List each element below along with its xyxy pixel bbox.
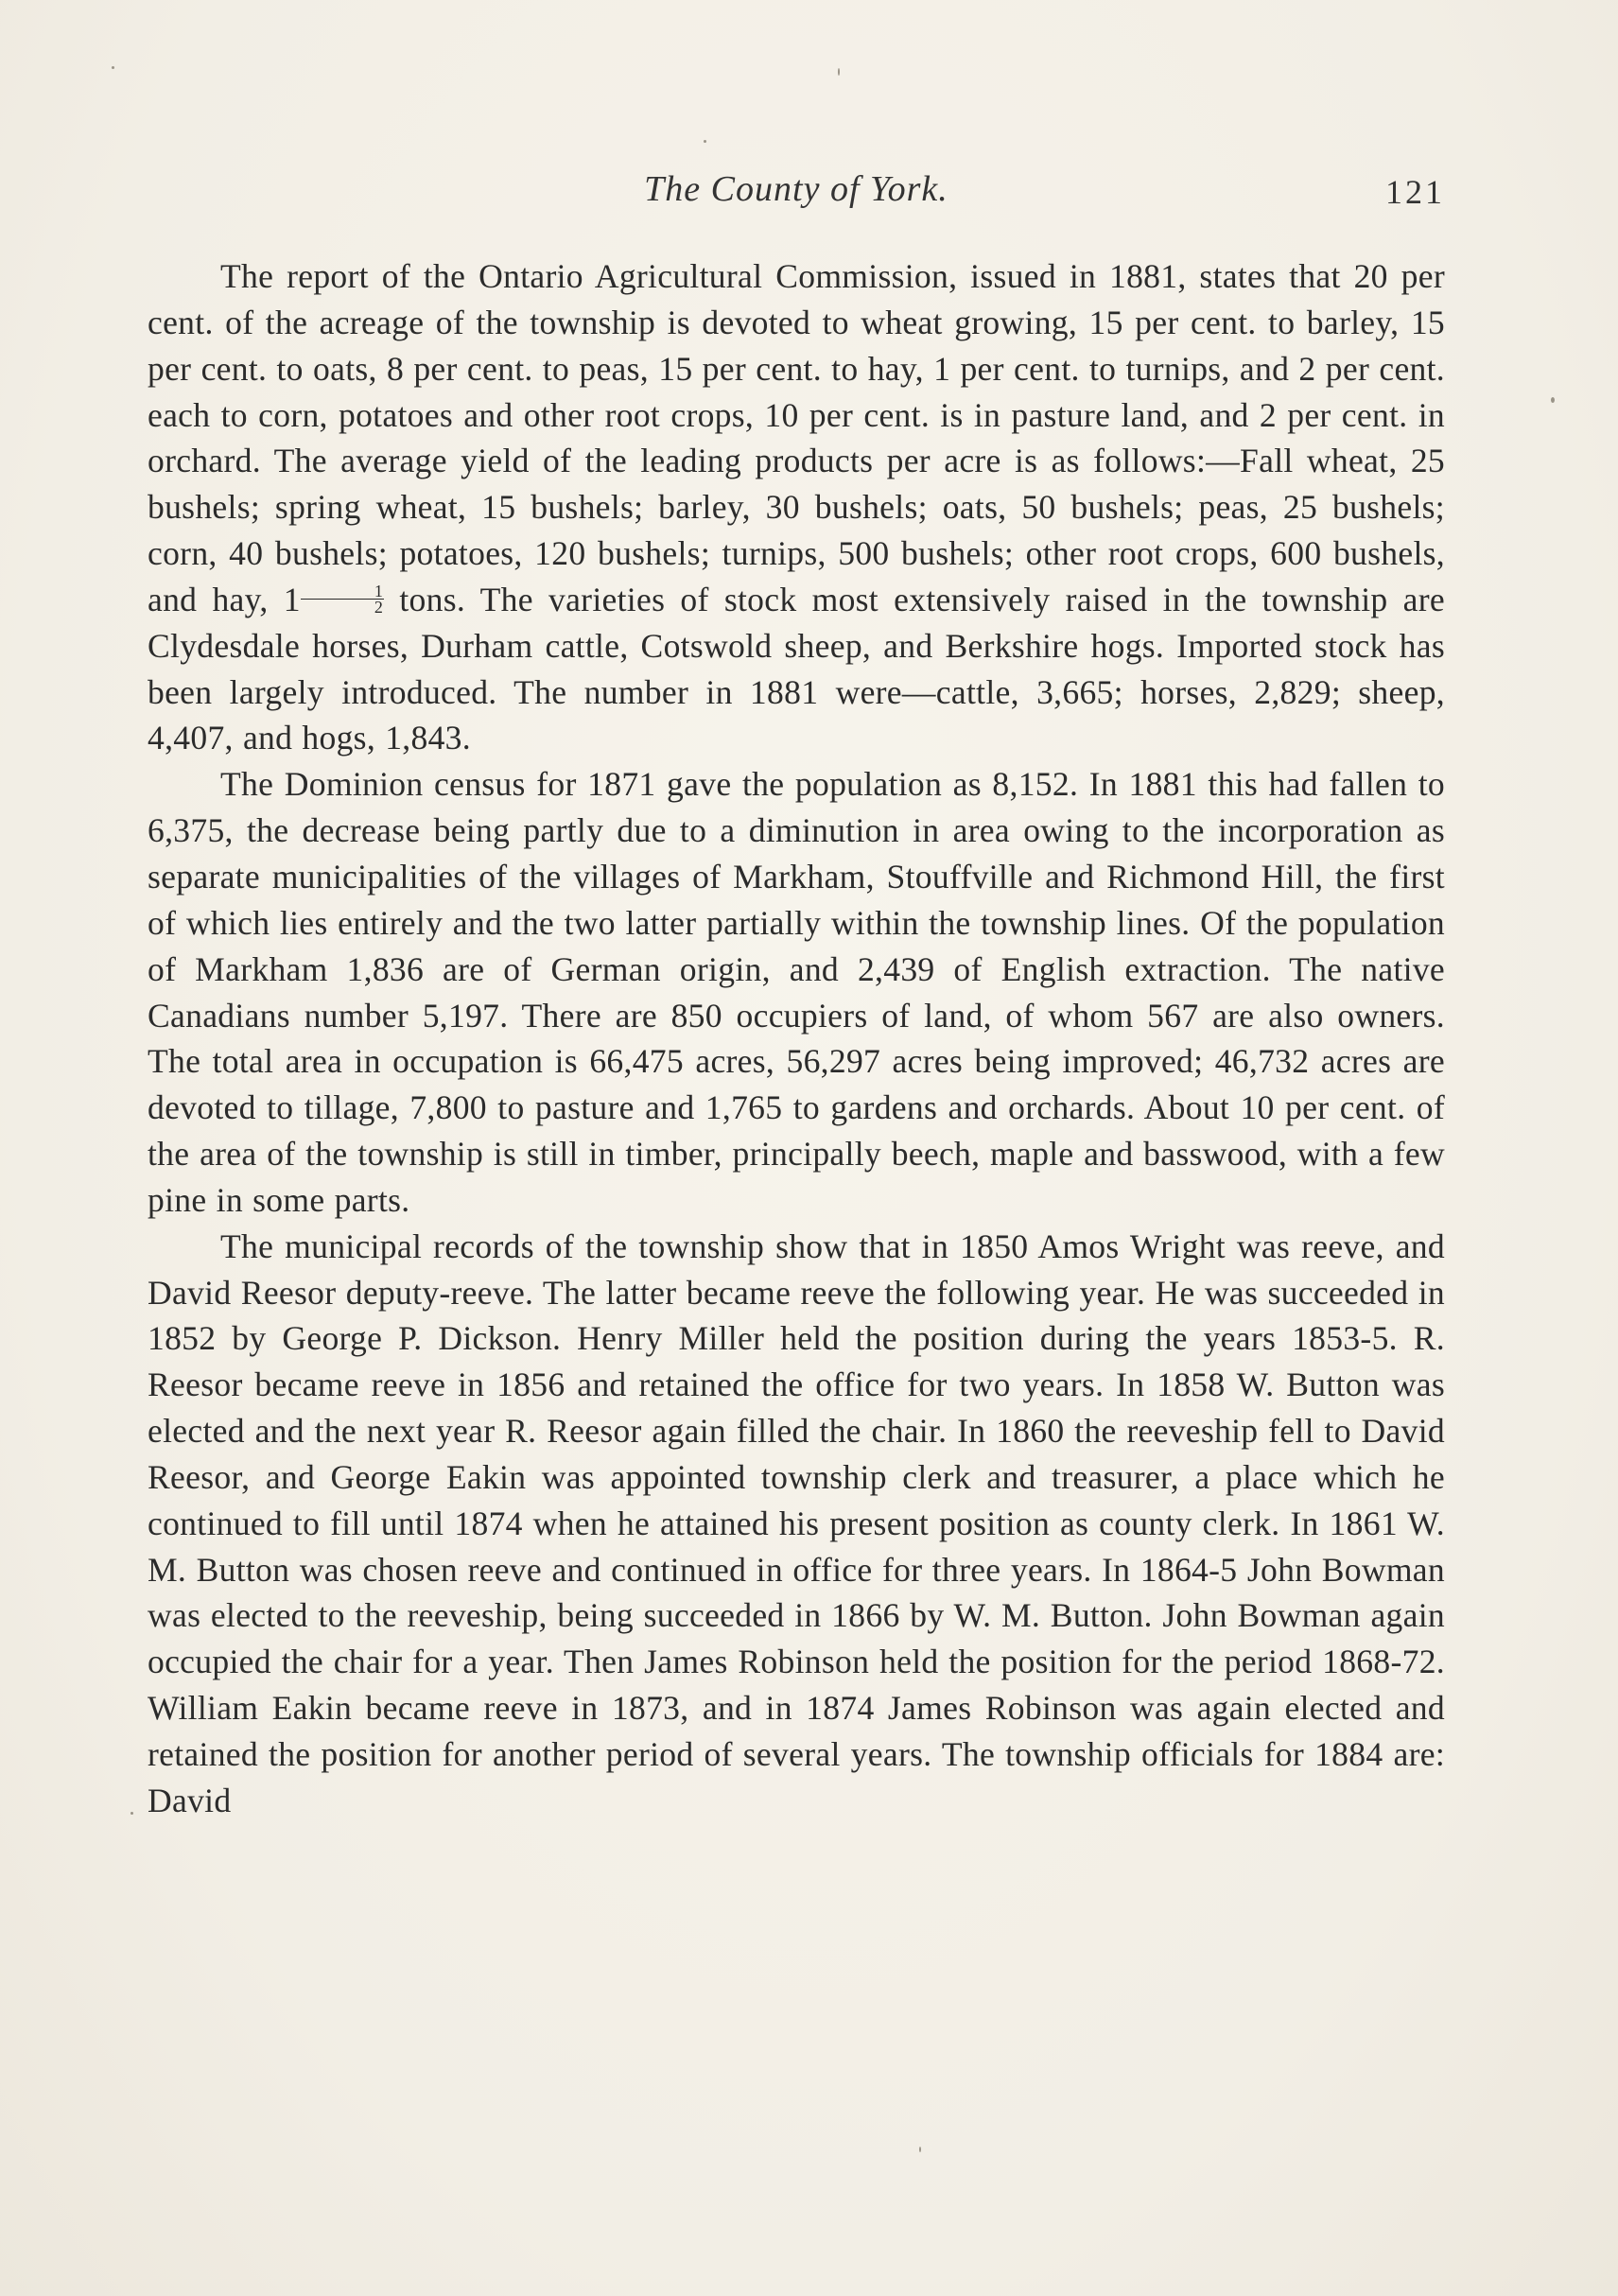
fraction-one-half — [301, 583, 384, 615]
body-text — [148, 253, 1445, 1824]
paper-speck — [704, 140, 706, 143]
paragraph-agriculture — [148, 253, 1445, 761]
paper-speck — [919, 2147, 921, 2152]
paper-speck — [1551, 397, 1555, 403]
fraction-numerator: 1 — [301, 583, 384, 600]
page-title: The County of York. — [644, 169, 948, 209]
paragraph-text: The report of the Ontario Agricultural Commission, issued in 1881, states that 20 per cent. of the acreage of the township is devoted to wheat growing, 15 per cent. to barley, 15 per cent. to oats, 8 per cent. to peas, 15 per cent. to hay, 1 per cent. to turnips, and 2 per cent. each to corn, potatoes and other root crops, 10 per cent. is in pasture land, and 2 per cent. in orchard. The average yield of the leading products per acre is as follows:—Fall wheat, 25 bushels; spring wheat, 15 bushels; barley, 30 bushels; oats, 50 bushels; peas, 25 bushels; corn, 40 bushels; potatoes, 120 bushels; turnips, 500 bushels; other root crops, 600 bushels, and hay, 1 — [148, 257, 1445, 618]
paragraph-population: The Dominion census for 1871 gave the population as 8,152. In 1881 this had fallen to 6,375, the decrease being partly due to a diminution in area owing to the incorporation as separate municipalities of the villages of Markham, Stouffville and Richmond Hill, the first of which lies entirely and the two latter partially within the township lines. Of the population of Markham 1,836 are of German origin, and 2,439 of English extraction. The native Canadians number 5,197. There are 850 occupiers of land, of whom 567 are also owners. The total area in occupation is 66,475 acres, 56,297 acres being improved; 46,732 acres are devoted to tillage, 7,800 to pasture and 1,765 to gardens and orchards. About 10 per cent. of the area of the township is still in timber, principally beech, maple and basswood, with a few pine in some parts. — [148, 765, 1445, 1219]
paper-speck — [838, 68, 840, 76]
fraction-denominator: 2 — [374, 598, 384, 617]
paper-speck — [112, 66, 114, 69]
page-number: 121 — [1385, 173, 1445, 211]
paragraph-municipal-records: The municipal records of the township show that in 1850 Amos Wright was reeve, and David Reesor deputy-reeve. The latter became reeve the following year. He was succeeded in 1852 by George P. Dickson. Henry Miller held the position during the years 1853-5. R. Reesor became reeve in 1856 and retained the office for two years. In 1858 W. Button was elected and the next year R. Reesor again filled the chair. In 1860 the reeveship fell to David Reesor, and George Eakin was appointed township clerk and treasurer, a place which he continued to fill until 1874 when he attained his present position as county clerk. In 1861 W. M. Button was chosen reeve and continued in office for three years. In 1864-5 John Bowman was elected to the reeveship, being succeeded in 1866 by W. M. Button. John Bowman again occupied the chair for a year. Then James Robinson held the position for the period 1868-72. William Eakin became reeve in 1873, and in 1874 James Robinson was again elected and retained the position for another period of several years. The township officials for 1884 are: David — [148, 1226, 1445, 1819]
paragraph-text: tons. The varieties of stock most extensively raised in the township are Clydesdale horses, Durham cattle, Cotswold sheep, and Berkshire hogs. Imported stock has been largely introduced. The number in 1881 were—cattle, 3,665; horses, 2,829; sheep, 4,407, and hogs, 1,843. — [148, 580, 1445, 757]
paper-speck — [130, 1812, 133, 1815]
running-head — [148, 168, 1445, 225]
